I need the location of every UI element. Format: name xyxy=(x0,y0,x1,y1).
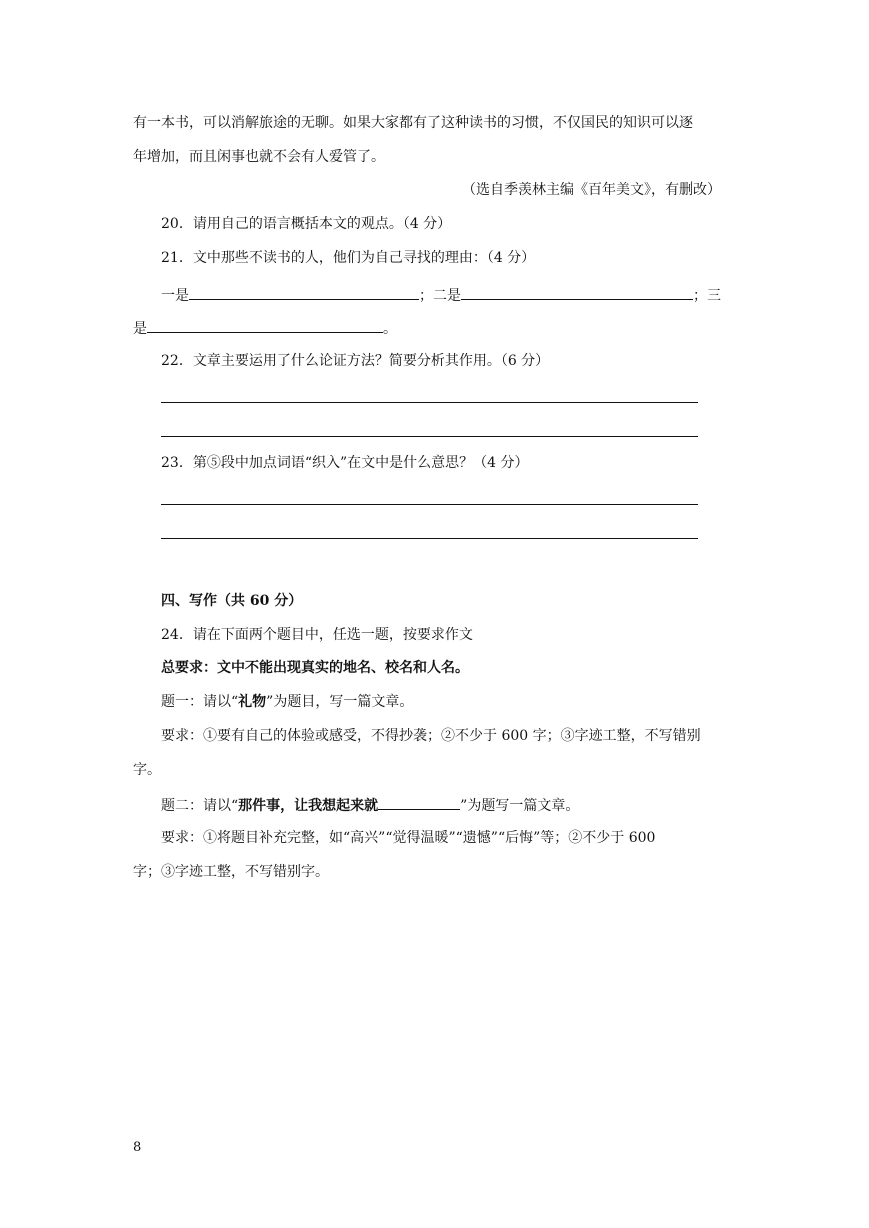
requirement-1-line-2: 字。 xyxy=(133,762,161,778)
topic-2-blank[interactable] xyxy=(378,795,460,810)
passage-line-2: 年增加，而且闲事也就不会有人爱管了。 xyxy=(133,149,385,165)
question-24: 24．请在下面两个题目中，任选一题，按要求作文 xyxy=(161,627,473,643)
q21-label-one: 一是 xyxy=(161,288,189,304)
topic-1-title: 礼物 xyxy=(238,694,267,710)
question-23: 23．第⑤段中加点词语“织入”在文中是什么意思？（4 分） xyxy=(161,455,529,471)
topic-2-prefix: 题二：请以“ xyxy=(161,798,239,814)
q21-label-three: ；三 xyxy=(693,288,721,304)
q22-answer-line-1[interactable] xyxy=(161,402,698,403)
page-number: 8 xyxy=(133,1140,142,1155)
topic-2-suffix: ”为题写一篇文章。 xyxy=(460,798,580,814)
question-21: 21．文中那些不读书的人，他们为自己寻找的理由：（4 分） xyxy=(161,250,536,266)
question-21-answers-row1 xyxy=(161,285,721,305)
q21-blank-two[interactable] xyxy=(461,285,693,300)
q21-label-three-cont: 是 xyxy=(133,321,147,337)
requirement-2-line-2: 字；③字迹工整，不写错别字。 xyxy=(133,864,329,880)
q21-blank-one[interactable] xyxy=(189,285,419,300)
q22-answer-line-2[interactable] xyxy=(161,436,698,437)
question-22: 22．文章主要运用了什么论证方法？简要分析其作用。（6 分） xyxy=(161,353,550,369)
q23-answer-line-2[interactable] xyxy=(161,538,698,539)
q21-blank-three[interactable] xyxy=(147,318,383,333)
writing-heading: 四、写作（共 60 分） xyxy=(161,593,303,609)
requirement-2-line-1: 要求：①将题目补充完整，如“高兴”“觉得温暖”“遗憾”“后悔”等；②不少于 600 xyxy=(161,830,656,846)
q21-label-two: ；二是 xyxy=(419,288,461,304)
passage-line-1: 有一本书，可以消解旅途的无聊。如果大家都有了这种读书的习惯，不仅国民的知识可以逐 xyxy=(133,115,693,131)
passage-source: （选自季羡林主编《百年美文》，有删改） xyxy=(462,182,721,198)
question-21-answers-row2 xyxy=(133,318,397,338)
topic-1-suffix: ”为题目，写一篇文章。 xyxy=(266,694,414,710)
topic-2-title: 那件事，让我想起来就 xyxy=(238,798,379,814)
topic-1 xyxy=(161,693,413,711)
question-20: 20．请用自己的语言概括本文的观点。（4 分） xyxy=(161,216,452,232)
topic-1-prefix: 题一：请以“ xyxy=(161,694,239,710)
q21-end: 。 xyxy=(383,321,397,337)
requirement-1-line-1: 要求：①要有自己的体验或感受，不得抄袭；②不少于 600 字；③字迹工整，不写错别 xyxy=(161,728,701,744)
q23-answer-line-1[interactable] xyxy=(161,504,698,505)
general-requirement: 总要求：文中不能出现真实的地名、校名和人名。 xyxy=(161,660,469,676)
topic-2 xyxy=(161,795,579,815)
